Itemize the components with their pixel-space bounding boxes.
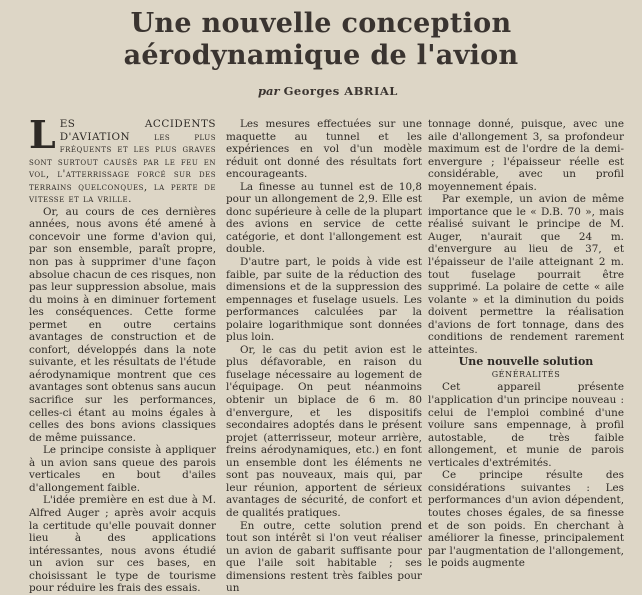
paragraph: Or, au cours de ces dernières années, nous avons été amené à concevoir une forme d'avion qui, par son ensemble, paraît propre, non pas à supprimer d'une façon absolue chacun de ces risques, non pas leur suppression absolue, mais du moins à en diminuer fortement les conséquences. Cette forme permet en outre certains avantages de construction et de confort, développés dans la note suivante, et les résultats de l'étude aérodynamique montrent que ces avantages sont obtenus sans aucun sacrifice sur les performances, celles-ci étant au moins égales à celles des bons avions classiques de même puissance. (29, 205, 216, 444)
text-column-1 (29, 112, 216, 595)
drop-cap: L (29, 112, 56, 157)
paragraph: La finesse au tunnel est de 10,8 pour un allongement de 2,9. Elle est donc supérieure à celle de la plupart des avions en service de cette catégorie, et dont l'allongement est double. (226, 180, 422, 256)
paragraph: En outre, cette solution prend tout son intérêt si l'on veut réaliser un avion de gabarit suffisante pour que l'aile soit habitable ; ses dimensions restent très faibles pour un (226, 519, 422, 595)
section-subheading: GÉNÉRALITÉS (491, 369, 561, 379)
text-column-3 (428, 118, 624, 570)
paragraph (29, 112, 216, 206)
paragraph: Les mesures effectuées sur une maquette au tunnel et les expériences en vol d'un modèle réduit ont donné des résultats fort encourageants. (226, 118, 422, 181)
byline (258, 84, 398, 98)
paragraph: Le principe consiste à appliquer à un avion sans queue des parois verticales en bout d'ailes d'allongement faible. (29, 444, 216, 494)
article-title-line-1: Une nouvelle conception (130, 8, 512, 39)
paragraph: tonnage donné, puisque, avec une aile d'allongement 3, sa profondeur maximum est de l'ordre de la demi-envergure ; l'épaisseur réelle est considérable, avec un profil moyennement épais. (428, 118, 624, 193)
paragraph-text: ES ACCIDENTS D'AVIATION les plus fréquents et les plus graves sont surtout causés par le feu en vol, l'atterrissage forcé sur des terrains quelconques, la perte de vitesse et la vrille. (29, 118, 216, 206)
paragraph: Cet appareil présente l'application d'un principe nouveau : celui de l'emploi combiné d'une voilure sans empennage, à profil autostable, de très faible allongement, et munie de parois verticales d'extrémités. (428, 381, 624, 469)
article-title-line-2: aérodynamique de l'avion (123, 40, 519, 71)
paragraph: Par exemple, un avion de même importance que le « D.B. 70 », mais réalisé suivant le principe de M. Auger, n'aurait que 24 m. d'envergure au lieu de 37, et l'épaisseur de l'aile atteignant 2 m. tout fuselage pourrait être supprimé. La polaire de cette « aile volante » et la diminution du poids doivent permettre la réalisation d'avions de fort tonnage, dans des conditions de rendement rarement atteintes. (428, 193, 624, 356)
author-name: Georges ABRIAL (283, 84, 398, 98)
byline-prefix: par (258, 84, 280, 98)
paragraph: Ce principe résulte des considérations suivantes : Les performances d'un avion dépendent, toutes choses égales, de sa finesse et de son poids. En cherchant à améliorer la finesse, principalement par l'augmentation de l'allongement, le poids augmente (428, 469, 624, 570)
paragraph: L'idée première en est due à M. Alfred Auger ; après avoir acquis la certitude qu'elle pouvait donner lieu à des applications intéressantes, nous avons étudié un avion sur ces bases, en choisissant le type de tourisme pour réduire les frais des essais. (29, 494, 216, 595)
paragraph: D'autre part, le poids à vide est faible, par suite de la réduction des dimensions et de la suppression des empennages et fuselage usuels. Les performances calculées par la polaire logarithmique sont données plus loin. (226, 256, 422, 344)
paragraph: Or, le cas du petit avion est le plus défavorable, en raison du fuselage nécessaire au logement de l'équipage. On peut néanmoins obtenir un biplace de 6 m. 80 d'envergure, et les dispositifs secondaires adoptés dans le présent projet (atterrisseur, moteur arrière, freins aérodynamiques, etc.) en font un ensemble dont les éléments ne sont pas nouveaux, mais qui, par leur réunion, apportent de sérieux avantages de sécurité, de confort et de qualités pratiques. (226, 343, 422, 519)
text-column-2 (226, 118, 422, 595)
section-heading: Une nouvelle solution (458, 355, 594, 369)
